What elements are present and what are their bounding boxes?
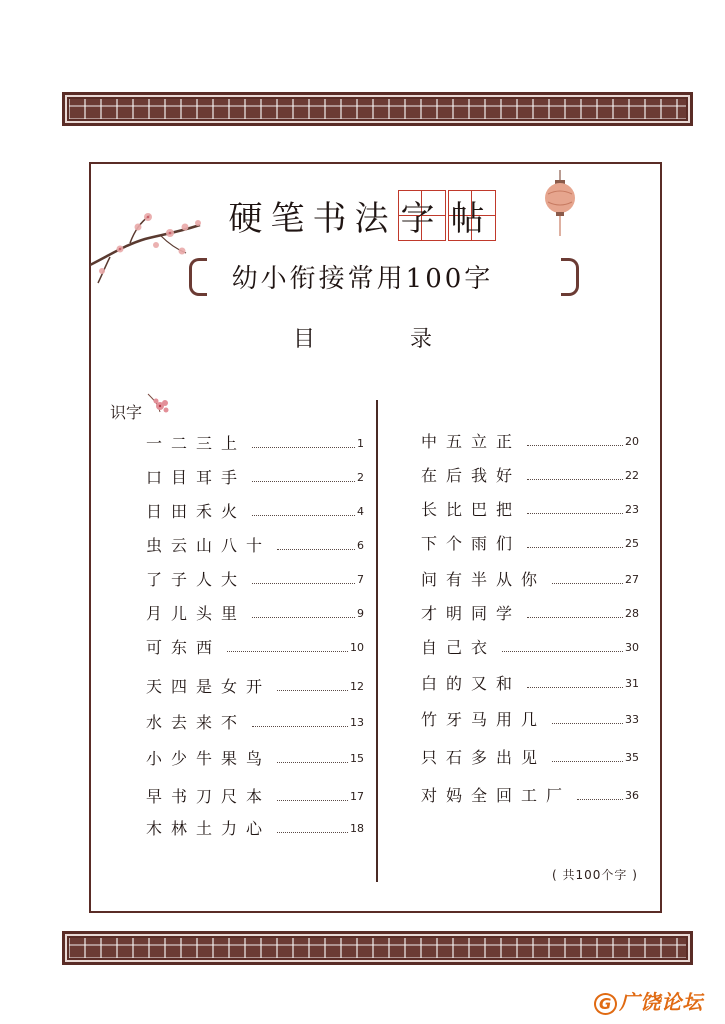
toc-leader-dots [527, 686, 623, 688]
toc-entry-characters: 月儿头里 [146, 604, 247, 623]
page-subtitle: 幼小衔接常用100字 [231, 264, 494, 294]
watermark-text: 广饶论坛 [619, 990, 704, 1014]
toc-entry[interactable] [146, 464, 364, 488]
toc-leader-dots [577, 798, 623, 800]
toc-page-number: 15 [350, 752, 364, 765]
toc-entry-characters: 日田禾火 [146, 502, 247, 521]
toc-leader-dots [527, 546, 623, 548]
toc-page-number: 12 [350, 680, 364, 693]
toc-leader-dots [502, 650, 623, 652]
toc-leader-dots [252, 446, 355, 448]
toc-entry[interactable] [146, 673, 364, 697]
toc-entry[interactable] [421, 496, 639, 520]
toc-leader-dots [277, 831, 348, 833]
toc-entry-characters: 下个雨们 [421, 534, 522, 553]
toc-page-number: 27 [625, 573, 639, 586]
toc-entry-characters: 对妈全回工厂 [421, 786, 572, 805]
toc-page-number: 30 [625, 641, 639, 654]
toc-entry[interactable] [146, 430, 364, 454]
toc-leader-dots [527, 478, 623, 480]
toc-page-number: 4 [357, 505, 364, 518]
title-plain: 硬笔书法 [228, 199, 397, 239]
toc-entry-characters: 问有半从你 [421, 570, 547, 589]
toc-entry[interactable] [421, 462, 639, 486]
total-count-note: ( 共100个字 ) [552, 868, 638, 882]
toc-entry-characters: 长比巴把 [421, 500, 522, 519]
toc-leader-dots [252, 480, 355, 482]
toc-entry-characters: 天四是女开 [146, 677, 272, 696]
toc-entry-characters: 才明同学 [421, 604, 522, 623]
toc-leader-dots [277, 761, 348, 763]
toc-page-number: 18 [350, 822, 364, 835]
title-boxed-char-1: 字 [398, 190, 446, 241]
toc-entry[interactable] [146, 783, 364, 807]
toc-leader-dots [552, 760, 623, 762]
toc-entry[interactable] [146, 600, 364, 624]
toc-entry-characters: 中五立正 [421, 432, 522, 451]
toc-entry[interactable] [146, 709, 364, 733]
toc-entry-characters: 木林土力心 [146, 819, 272, 838]
toc-heading: 目 录 [293, 327, 476, 352]
watermark-logo-icon: G [594, 993, 617, 1015]
toc-entry[interactable] [146, 498, 364, 522]
page-title [0, 190, 725, 241]
toc-leader-dots [527, 444, 623, 446]
toc-leader-dots [527, 512, 623, 514]
toc-page-number: 9 [357, 607, 364, 620]
toc-page-number: 2 [357, 471, 364, 484]
toc-page-number: 1 [357, 437, 364, 450]
toc-entry[interactable] [421, 744, 639, 768]
toc-leader-dots [552, 582, 623, 584]
toc-entry-characters: 虫云山八十 [146, 536, 272, 555]
toc-page-number: 35 [625, 751, 639, 764]
toc-leader-dots [277, 689, 348, 691]
toc-entry[interactable] [421, 634, 639, 658]
toc-entry-characters: 水去来不 [146, 713, 247, 732]
toc-entry-characters: 自己衣 [421, 638, 497, 657]
toc-entry[interactable] [146, 815, 364, 839]
decorative-border-top [62, 92, 693, 126]
toc-entry-characters: 白的又和 [421, 674, 522, 693]
toc-leader-dots [252, 582, 355, 584]
toc-entry[interactable] [146, 745, 364, 769]
toc-entry[interactable] [421, 670, 639, 694]
title-boxed-char-2: 帖 [448, 190, 496, 241]
toc-page-number: 31 [625, 677, 639, 690]
toc-page-number: 13 [350, 716, 364, 729]
toc-leader-dots [252, 514, 355, 516]
toc-page-number: 25 [625, 537, 639, 550]
toc-page-number: 28 [625, 607, 639, 620]
toc-entry-characters: 在后我好 [421, 466, 522, 485]
toc-leader-dots [227, 650, 348, 652]
toc-entry[interactable] [421, 706, 639, 730]
column-divider [376, 400, 378, 882]
toc-page-number: 33 [625, 713, 639, 726]
toc-leader-dots [277, 548, 355, 550]
toc-page-number: 17 [350, 790, 364, 803]
toc-page-number: 20 [625, 435, 639, 448]
toc-entry[interactable] [421, 566, 639, 590]
toc-entry[interactable] [146, 566, 364, 590]
toc-leader-dots [527, 616, 623, 618]
toc-entry[interactable] [421, 782, 639, 806]
decorative-border-bottom [62, 931, 693, 965]
toc-entry-characters: 只石多出见 [421, 748, 547, 767]
toc-entry[interactable] [421, 428, 639, 452]
toc-entry-characters: 一二三上 [146, 434, 247, 453]
toc-page-number: 22 [625, 469, 639, 482]
toc-leader-dots [277, 799, 348, 801]
toc-page-number: 23 [625, 503, 639, 516]
toc-entry-characters: 竹牙马用几 [421, 710, 547, 729]
toc-entry-characters: 口目耳手 [146, 468, 247, 487]
toc-entry[interactable] [146, 532, 364, 556]
toc-page-number: 10 [350, 641, 364, 654]
toc-leader-dots [252, 616, 355, 618]
toc-leader-dots [552, 722, 623, 724]
toc-page-number: 36 [625, 789, 639, 802]
section-label: 识字 [110, 403, 143, 422]
plum-flower-icon [146, 392, 172, 416]
site-watermark [594, 986, 703, 1015]
toc-entry-characters: 可东西 [146, 638, 222, 657]
toc-leader-dots [252, 725, 348, 727]
toc-entry-characters: 小少牛果鸟 [146, 749, 272, 768]
toc-entry-characters: 早书刀尺本 [146, 787, 272, 806]
toc-page-number: 7 [357, 573, 364, 586]
toc-entry-characters: 了子人大 [146, 570, 247, 589]
toc-page-number: 6 [357, 539, 364, 552]
subtitle-bracket-right [561, 258, 579, 296]
toc-entry[interactable] [421, 600, 639, 624]
toc-entry[interactable] [146, 634, 364, 658]
toc-entry[interactable] [421, 530, 639, 554]
